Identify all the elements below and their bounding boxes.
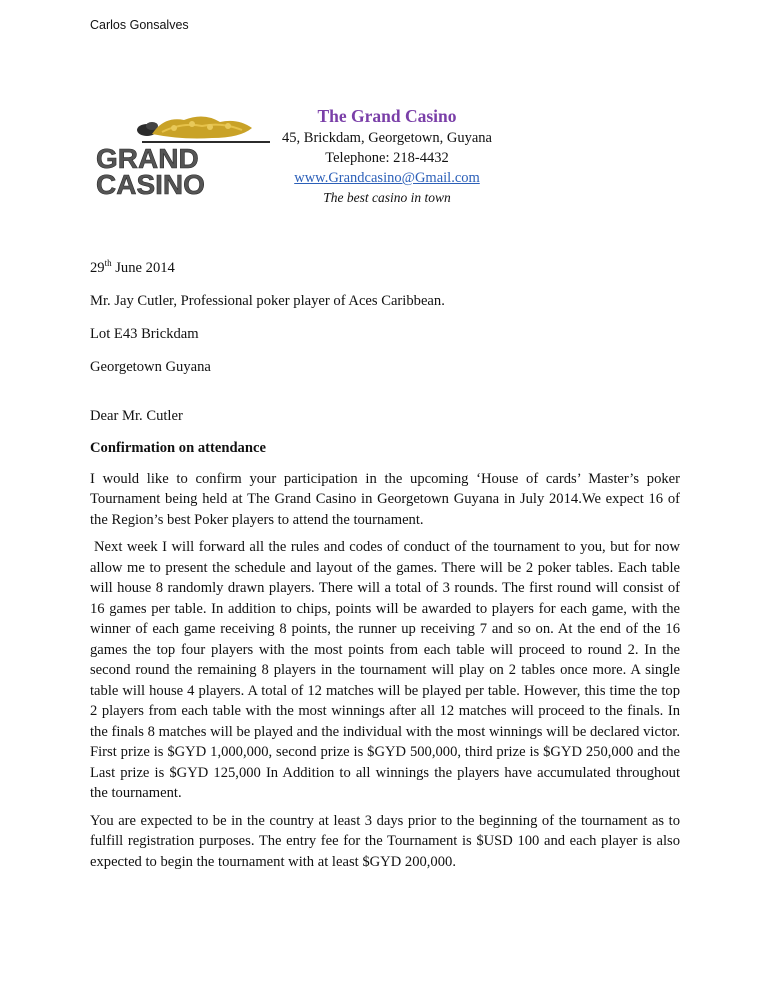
- logo-word-casino: CASINO: [96, 169, 205, 200]
- letterhead: [262, 104, 512, 208]
- letter-date: [90, 258, 680, 279]
- paragraph-1: I would like to confirm your participation in the upcoming ‘House of cards’ Master’s poker Tournament being held at The Grand Casino in Georgetown Guyana in July 2014.We expect 16 of the Region’s best Poker players to attend the tournament.: [90, 470, 680, 528]
- date-day: 29: [90, 260, 105, 276]
- recipient-line: Mr. Jay Cutler, Professional poker player of Aces Caribbean.: [90, 293, 445, 309]
- author-name: Carlos Gonsalves: [90, 18, 189, 32]
- date-suffix: th: [104, 258, 112, 269]
- subject-line: Confirmation on attendance: [90, 440, 266, 456]
- letter-body: [90, 258, 680, 879]
- casino-address: 45, Brickdam, Georgetown, Guyana: [282, 130, 492, 146]
- casino-tagline: The best casino in town: [323, 190, 451, 205]
- logo-word-grand: GRAND: [96, 143, 199, 174]
- paragraph-3: You are expected to be in the country at least 3 days prior to the beginning of the tournament as to fulfill registration purposes. The entry fee for the Tournament is $USD 100 and each player is also expected to begin the tournament with at least $GYD 200,000.: [90, 812, 680, 870]
- salutation: Dear Mr. Cutler: [90, 407, 183, 424]
- date-rest: June 2014: [111, 260, 175, 276]
- address-line-1: Lot E43 Brickdam: [90, 326, 199, 342]
- address-line-2: Georgetown Guyana: [90, 359, 211, 375]
- grand-casino-logo: [92, 108, 282, 200]
- casino-name: The Grand Casino: [317, 106, 457, 126]
- casino-telephone: Telephone: 218-4432: [325, 150, 449, 166]
- paragraph-2: Next week I will forward all the rules and codes of conduct of the tournament to you, but for now allow me to present the schedule and layout of the games. There will be 2 poker tables. Each table will house 8 randomly drawn players. There will a total of 3 rounds. The first round will consist of 16 games per table. In addition to chips, points will be awarded to players for each game, with the winner of each game receiving 8 points, the runner up receiving 7 and so on. At the end of the 16 games the top four players with the most points from each table will proceed to round 2. In the second round the remaining 8 players in the tournament will play on 2 tables once more. A single table will house 4 players. A total of 12 matches will be played per table. However, this time the top 2 players from each table with the most winnings after all 12 matches will proceed to the finals. In the finals 8 matches will be played and the individual with the most winnings will be declared victor. First prize is $GYD 1,000,000, second prize is $GYD 500,000, third prize is $GYD 250,000 and the Last prize is $GYD 125,000 In Addition to all winnings the players have accumulated throughout the tournament.: [90, 539, 680, 801]
- coin-pile-icon: [137, 116, 270, 142]
- casino-email-link[interactable]: www.Grandcasino@Gmail.com: [294, 170, 480, 186]
